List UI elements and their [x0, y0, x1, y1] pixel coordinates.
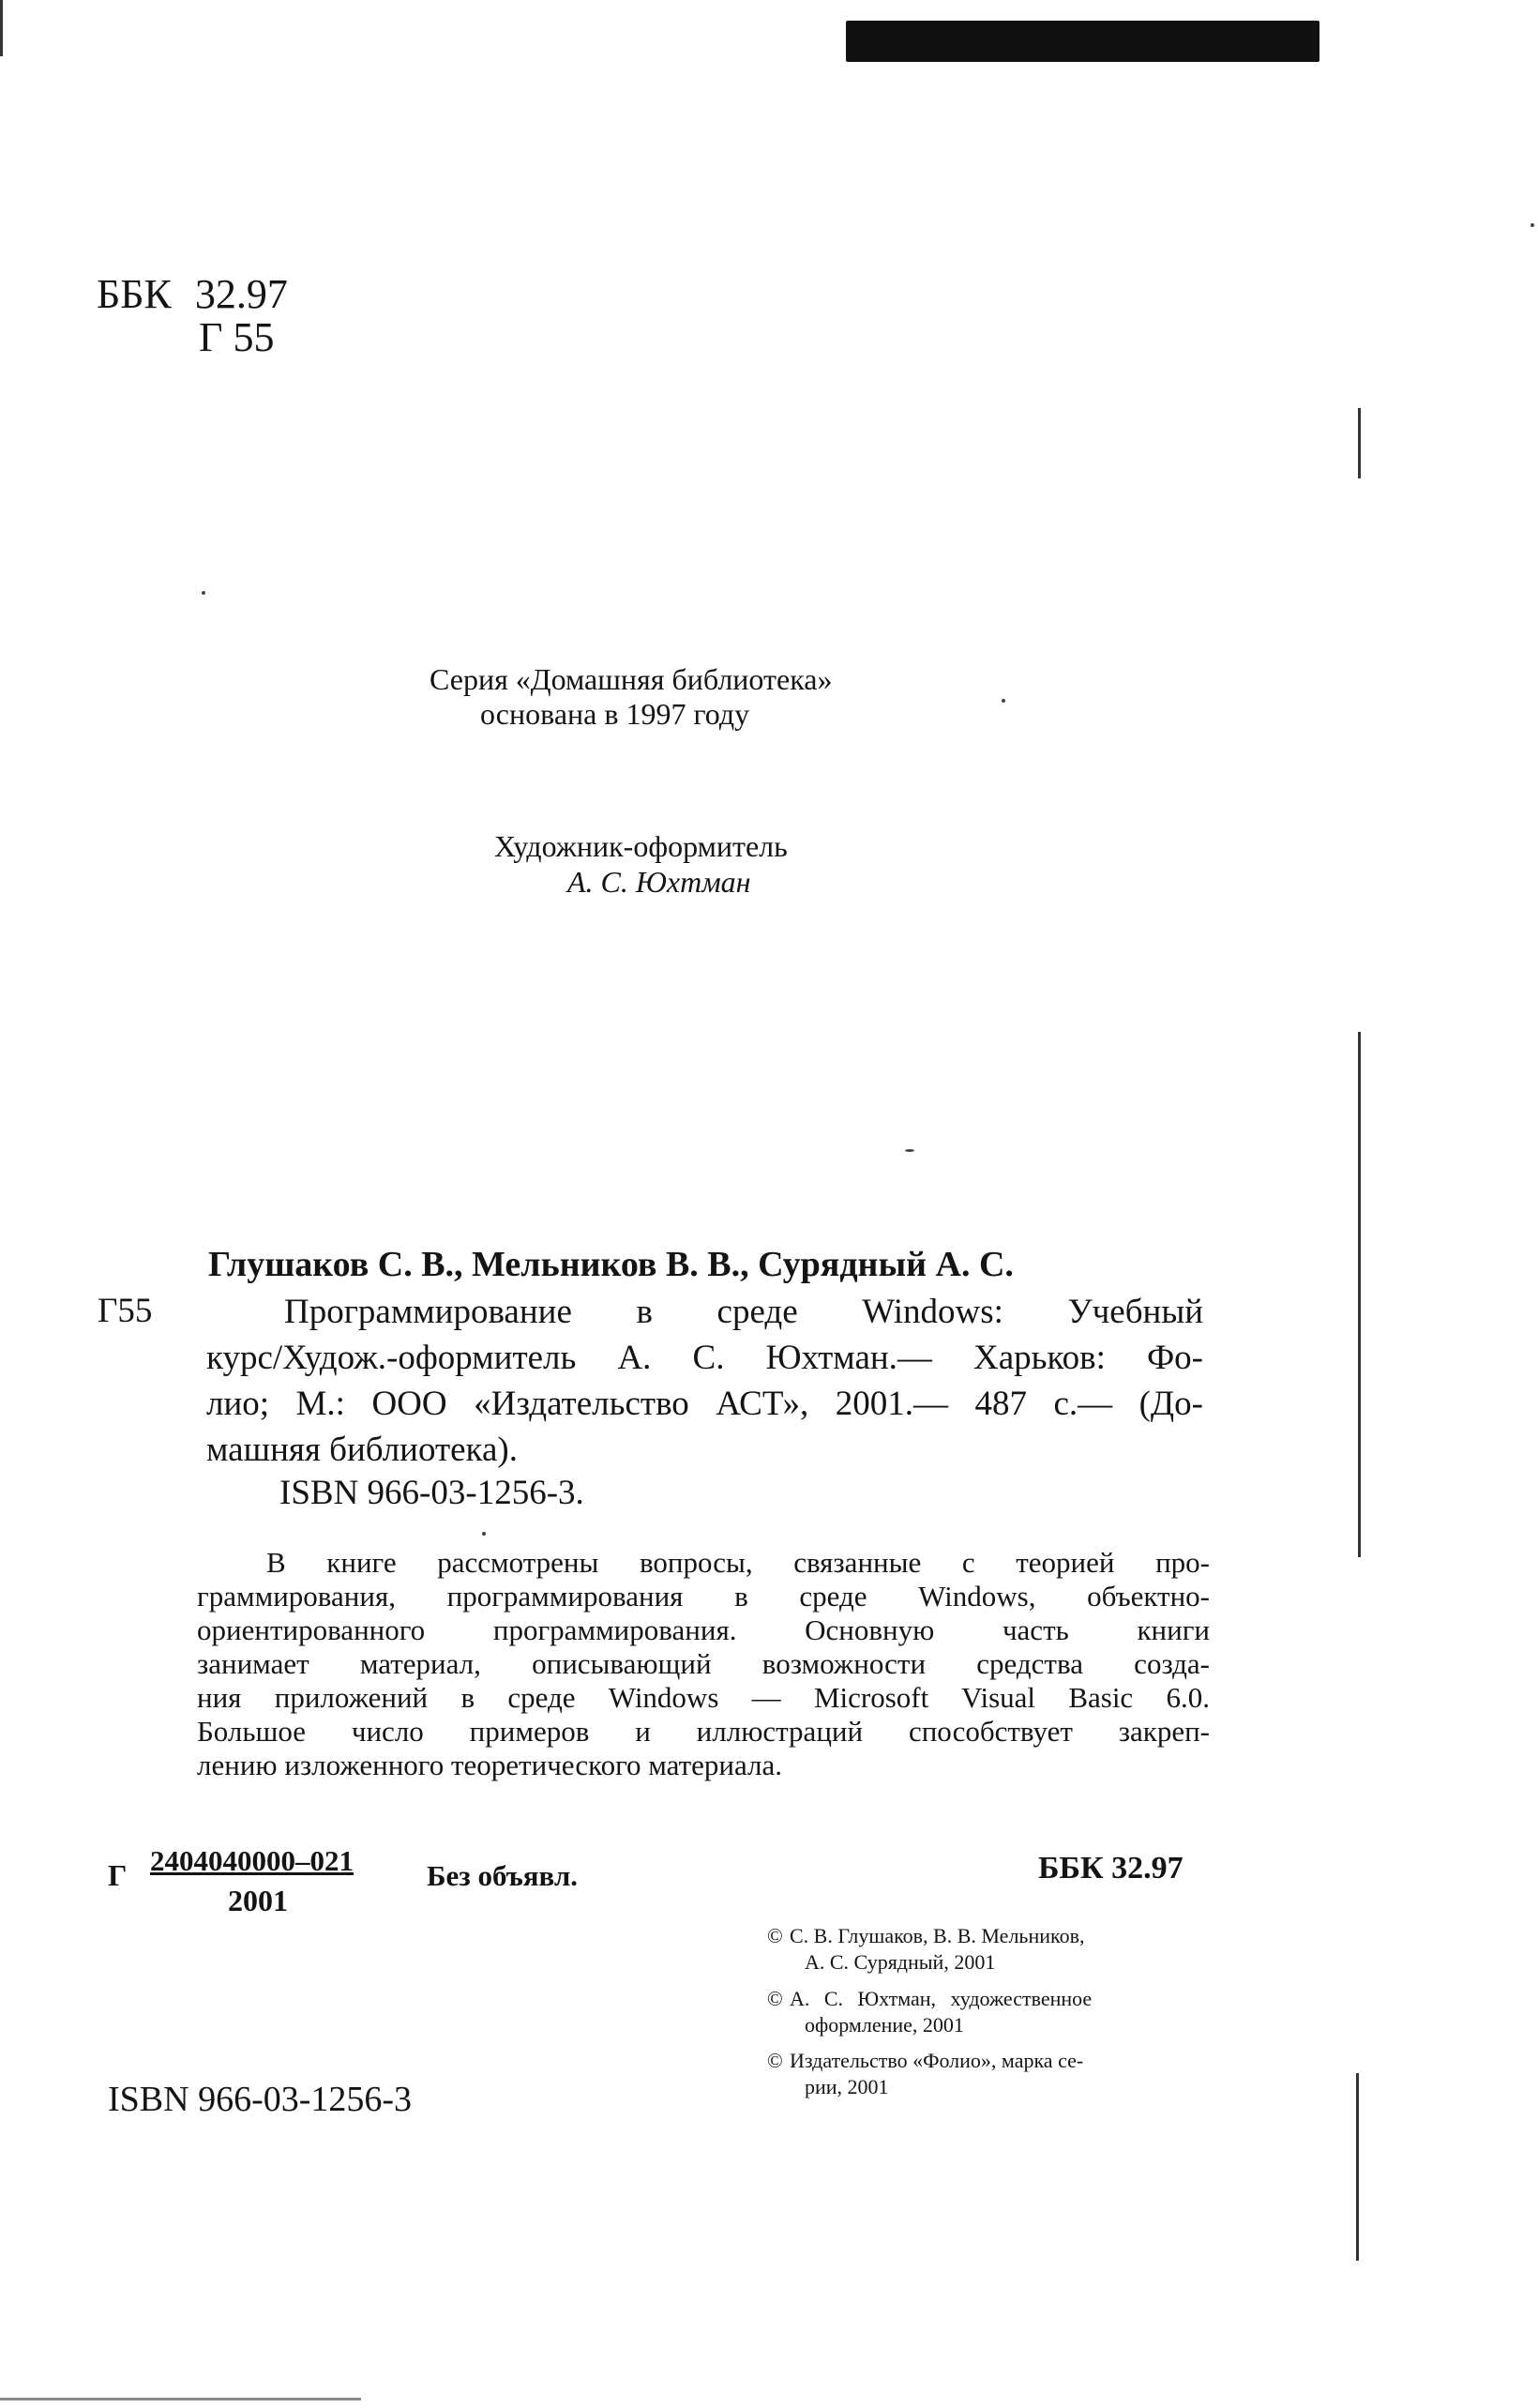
annotation-line: граммирования, программирования в среде Windows, объектно-: [197, 1580, 1210, 1613]
annotation-line: Большое число примеров и иллюстраций способствует закреп-: [197, 1715, 1210, 1748]
series-title: Серия «Домашняя библиотека»: [430, 662, 833, 696]
entry-isbn: ISBN 966-03-1256-3.: [279, 1474, 584, 1512]
copyright-item: [767, 1923, 1213, 1976]
bbk-label: ББК: [97, 271, 172, 317]
copyright-item: [767, 2048, 1213, 2100]
copyright-line: оформление, 2001: [805, 2013, 964, 2037]
copyright-line: С. В. Глушаков, В. В. Мельников,: [790, 1924, 1085, 1947]
imprint-denominator: 2001: [228, 1884, 288, 1917]
scan-speck: [1530, 223, 1534, 227]
entry-line: лио; М.: ООО «Издательство АСТ», 2001.— 487 с.— (До-: [206, 1385, 1203, 1423]
entry-line: машняя библиотека).: [206, 1431, 518, 1469]
annotation-line: ния приложений в среде Windows — Microsoft Visual Basic 6.0.: [197, 1681, 1210, 1714]
entry-authors: Глушаков С. В., Мельников В. В., Сурядный А. С.: [208, 1245, 1014, 1284]
copyright-line: А. С. Сурядный, 2001: [805, 1950, 996, 1974]
series-founded: основана в 1997 году: [480, 697, 750, 731]
imprint-letter: Г: [108, 1858, 128, 1892]
footer-isbn: ISBN 966-03-1256-3: [108, 2080, 413, 2119]
scan-edge-line-right-3: [1356, 2073, 1359, 2261]
scan-speck: [202, 591, 205, 595]
scan-bottom-rule: [0, 2398, 361, 2400]
annotation-line: занимает материал, описывающий возможности средства созда-: [197, 1647, 1210, 1680]
scan-speck: [905, 1149, 914, 1152]
copyright-line: Издательство «Фолио», марка се-: [790, 2049, 1084, 2072]
annotation-line: В книге рассмотрены вопросы, связанные с теорией про-: [266, 1546, 1210, 1579]
entry-description: [206, 1289, 1203, 1473]
annotation: [197, 1546, 1210, 1782]
bbk-code: 32.97: [194, 271, 288, 317]
artist-role: Художник-оформитель: [494, 829, 788, 863]
artist-name: А. С. Юхтман: [567, 865, 751, 899]
annotation-line: ориентированного программирования. Основную часть книги: [197, 1613, 1210, 1646]
bbk-line: [97, 271, 288, 317]
scan-speck: [1002, 699, 1005, 703]
copyright-icon: ©: [767, 1924, 783, 1947]
copyright-line: рии, 2001: [805, 2075, 889, 2098]
copyright-item: [767, 1986, 1213, 2038]
entry-line: курс/Худож.-оформитель А. С. Юхтман.— Харьков: Фо-: [206, 1339, 1203, 1377]
imprint-bbk: ББК 32.97: [1038, 1851, 1184, 1886]
scan-edge-line-right-2: [1358, 1032, 1361, 1557]
imprint-numerator: 2404040000–021: [150, 1844, 354, 1877]
copyright-icon: ©: [767, 2049, 783, 2072]
scan-edge-line-right-1: [1358, 408, 1361, 478]
imprint-note: Без объявл.: [427, 1859, 579, 1892]
copyright-line: А. С. Юхтман, художественное: [790, 1987, 1093, 2010]
scan-speck: [482, 1532, 486, 1536]
scan-redaction-bar: [846, 21, 1319, 62]
author-mark: Г 55: [199, 314, 275, 360]
scan-edge-line-left: [0, 0, 3, 56]
entry-mark: Г55: [98, 1292, 153, 1330]
copyright-icon: ©: [767, 1987, 783, 2010]
annotation-line: лению изложенного теоретического материала.: [197, 1749, 783, 1781]
entry-line: Программирование в среде Windows: Учебный: [284, 1293, 1203, 1331]
